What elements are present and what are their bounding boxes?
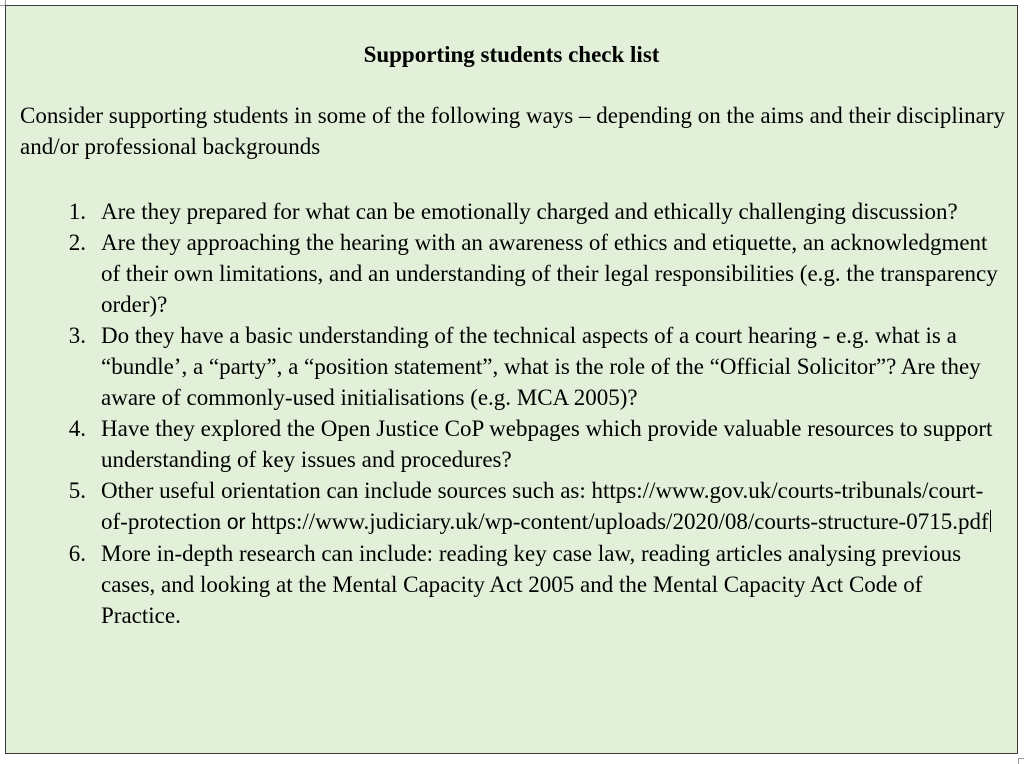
intro-paragraph: Consider supporting students in some of the following ways – depending on the aims and their disciplinary and/or professional backgrounds [20, 103, 1006, 159]
item-number: 4. [68, 416, 86, 441]
checklist-box [5, 5, 1018, 754]
list-item [6, 196, 1006, 227]
item-number: 2. [68, 230, 86, 255]
item-number: 1. [68, 199, 86, 224]
item-text-before-link: Other useful orientation can include sources such as: https://www.gov.uk/courts-tribunals/court-of-protection [101, 478, 984, 534]
list-item [6, 538, 1006, 631]
checklist-items [6, 196, 1006, 631]
checklist-title: Supporting students check list [363, 42, 660, 67]
list-item [6, 227, 1006, 320]
list-item [6, 413, 1006, 475]
item-url: https://www.judiciary.uk/wp-content/uploads/2020/08/courts-structure-0715.pdf [251, 509, 989, 534]
item-number: 6. [68, 541, 86, 566]
list-item [6, 320, 1006, 413]
item-text: Do they have a basic understanding of the technical aspects of a court hearing - e.g. what is a “bundle’, a “party”, a “position statement”, what is the role of the “Official Solicitor”? Are they aware of commonly-used initialisations (e.g. MCA 2005)? [101, 323, 981, 410]
item-text: More in-depth research can include: reading key case law, reading articles analysing previous cases, and looking at the Mental Capacity Act 2005 and the Mental Capacity Act Code of Practice. [101, 541, 962, 628]
item-text: Are they prepared for what can be emotionally charged and ethically challenging discussion? [101, 199, 958, 224]
item-number: 5. [68, 478, 86, 503]
corner-mark-bottom-right [1018, 758, 1024, 764]
item-text: Have they explored the Open Justice CoP webpages which provide valuable resources to support understanding of key issues and procedures? [101, 416, 993, 472]
list-item [6, 475, 1006, 538]
item-number: 3. [68, 323, 86, 348]
text-cursor [990, 510, 991, 532]
item-text: Are they approaching the hearing with an awareness of ethics and etiquette, an acknowledgment of their own limitations, and an understanding of their legal responsibilities (e.g. the transparency order)? [101, 230, 998, 317]
item-connector: or [226, 511, 246, 534]
